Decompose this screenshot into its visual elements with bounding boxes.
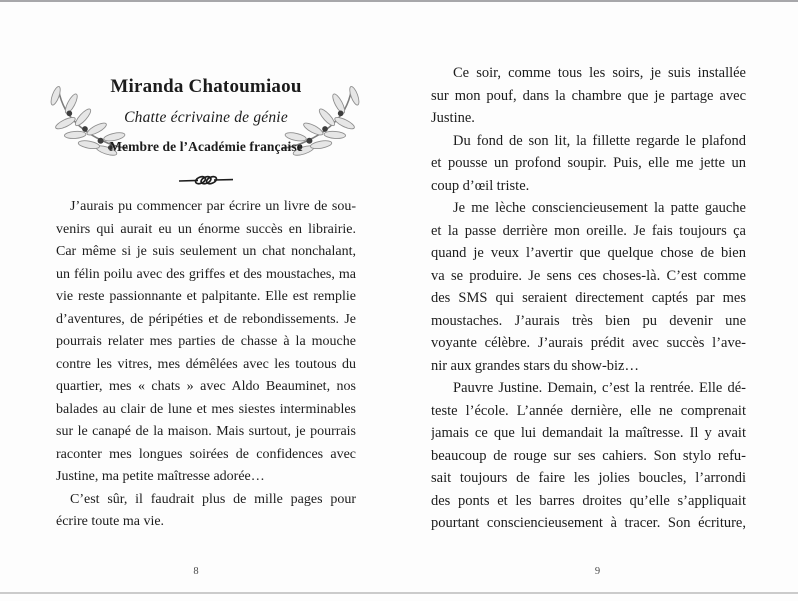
- author-header: [56, 0, 356, 190]
- text-line: C’est sûr, il faudrait plus de mille pages pour: [70, 491, 356, 507]
- text-line: sur le canapé de la maison. Mais surtout, je pourrais: [56, 424, 356, 439]
- text-line: moustaches. J’aurais très bien pu devenir une: [431, 312, 746, 329]
- text-line: beaucoup de rouge sur ses cahiers. Son stylo refu-: [431, 447, 746, 464]
- olive-branch-right-icon: [282, 86, 370, 174]
- text-line: écrire toute ma vie.: [56, 514, 165, 529]
- text-line: J’aurais pu commencer par écrire un livre de sou-: [70, 199, 356, 214]
- text-line: et la passe derrière mon oreille. Je fais toujours ça: [431, 222, 746, 239]
- text-line: pourrais relater mes parties de chasse à la mouche: [56, 334, 356, 349]
- author-name: Miranda Chatoumiaou: [110, 76, 302, 97]
- text-line: vie reste passionnante et palpitante. Elle est remplie: [56, 289, 356, 304]
- text-line: sait toujours de faire les jolies boucles, l’arrondi: [431, 470, 746, 486]
- right-page: [431, 0, 746, 601]
- text-line: d’aventures, de péripéties et de rebondissements. Je: [56, 311, 356, 327]
- text-line: Je me lèche consciencieusement la patte gauche: [453, 200, 746, 216]
- right-page-text: [431, 62, 746, 535]
- page-number-left: 8: [193, 566, 199, 577]
- text-line: nir aux grandes stars du show-biz…: [431, 357, 639, 374]
- text-line: un félin poilu avec des griffes et des moustaches, ma: [56, 266, 356, 282]
- text-line: Justine, ma petite maîtresse adorée…: [56, 469, 265, 484]
- text-line: quartier, mes « chats » avec Aldo Beauminet, nos: [56, 379, 356, 394]
- text-line: teste l’école. L’année dernière, elle ne comprenait: [431, 402, 746, 419]
- left-page-text: [56, 196, 356, 534]
- text-line: voyante célèbre. J’aurais prédit avec succès l’ave-: [431, 335, 746, 351]
- text-line: balades au clair de lune et mes siestes interminables: [56, 401, 356, 417]
- page-number-right: 9: [594, 566, 601, 577]
- text-line: Du fond de son lit, la fillette regarde le plafond: [453, 132, 746, 149]
- text-line: Justine.: [431, 110, 475, 126]
- text-line: jamais ce que lui demandait la maîtresse. Il y avait: [431, 425, 746, 441]
- text-line: Pauvre Justine. Demain, c’est la rentrée. Elle dé-: [453, 380, 746, 396]
- text-line: venirs qui aurait eu un énorme succès en librairie.: [56, 221, 356, 237]
- text-line: quand je veux l’avertir que quelque chose de bien: [431, 245, 746, 261]
- text-line: sur mon pouf, dans la chambre que je partage avec: [431, 87, 746, 104]
- text-line: et pousse un profond soupir. Puis, elle me jette un: [431, 155, 746, 171]
- text-line: raconter mes longues soirées de confidences avec: [56, 446, 356, 462]
- text-line: contre les vitres, mes démêlées avec les toutous du: [56, 356, 356, 372]
- text-line: des ponts et les barres droites qu’elle s’appliquait: [431, 492, 746, 509]
- left-page: [56, 0, 356, 601]
- text-line: des SMS qui seraient directement captés par mes: [431, 290, 746, 306]
- text-line: Ce soir, comme tous les soirs, je suis installée: [453, 65, 746, 81]
- text-line: coup d’œil triste.: [431, 177, 530, 194]
- rope-twist-divider-icon: [56, 173, 356, 187]
- author-role: Chatte écrivaine de génie: [124, 109, 288, 126]
- text-line: Car même si je suis seulement un chat nonchalant,: [56, 244, 356, 259]
- page-bottom-edge: [0, 592, 798, 594]
- olive-branch-left-icon: [40, 86, 128, 174]
- author-membership: Membre de l’Académie française: [109, 139, 303, 154]
- text-line: pourtant consciencieusement à tracer. Son écriture,: [431, 515, 746, 531]
- text-line: va se produire. Je sens ces choses-là. C’est comme: [431, 267, 746, 284]
